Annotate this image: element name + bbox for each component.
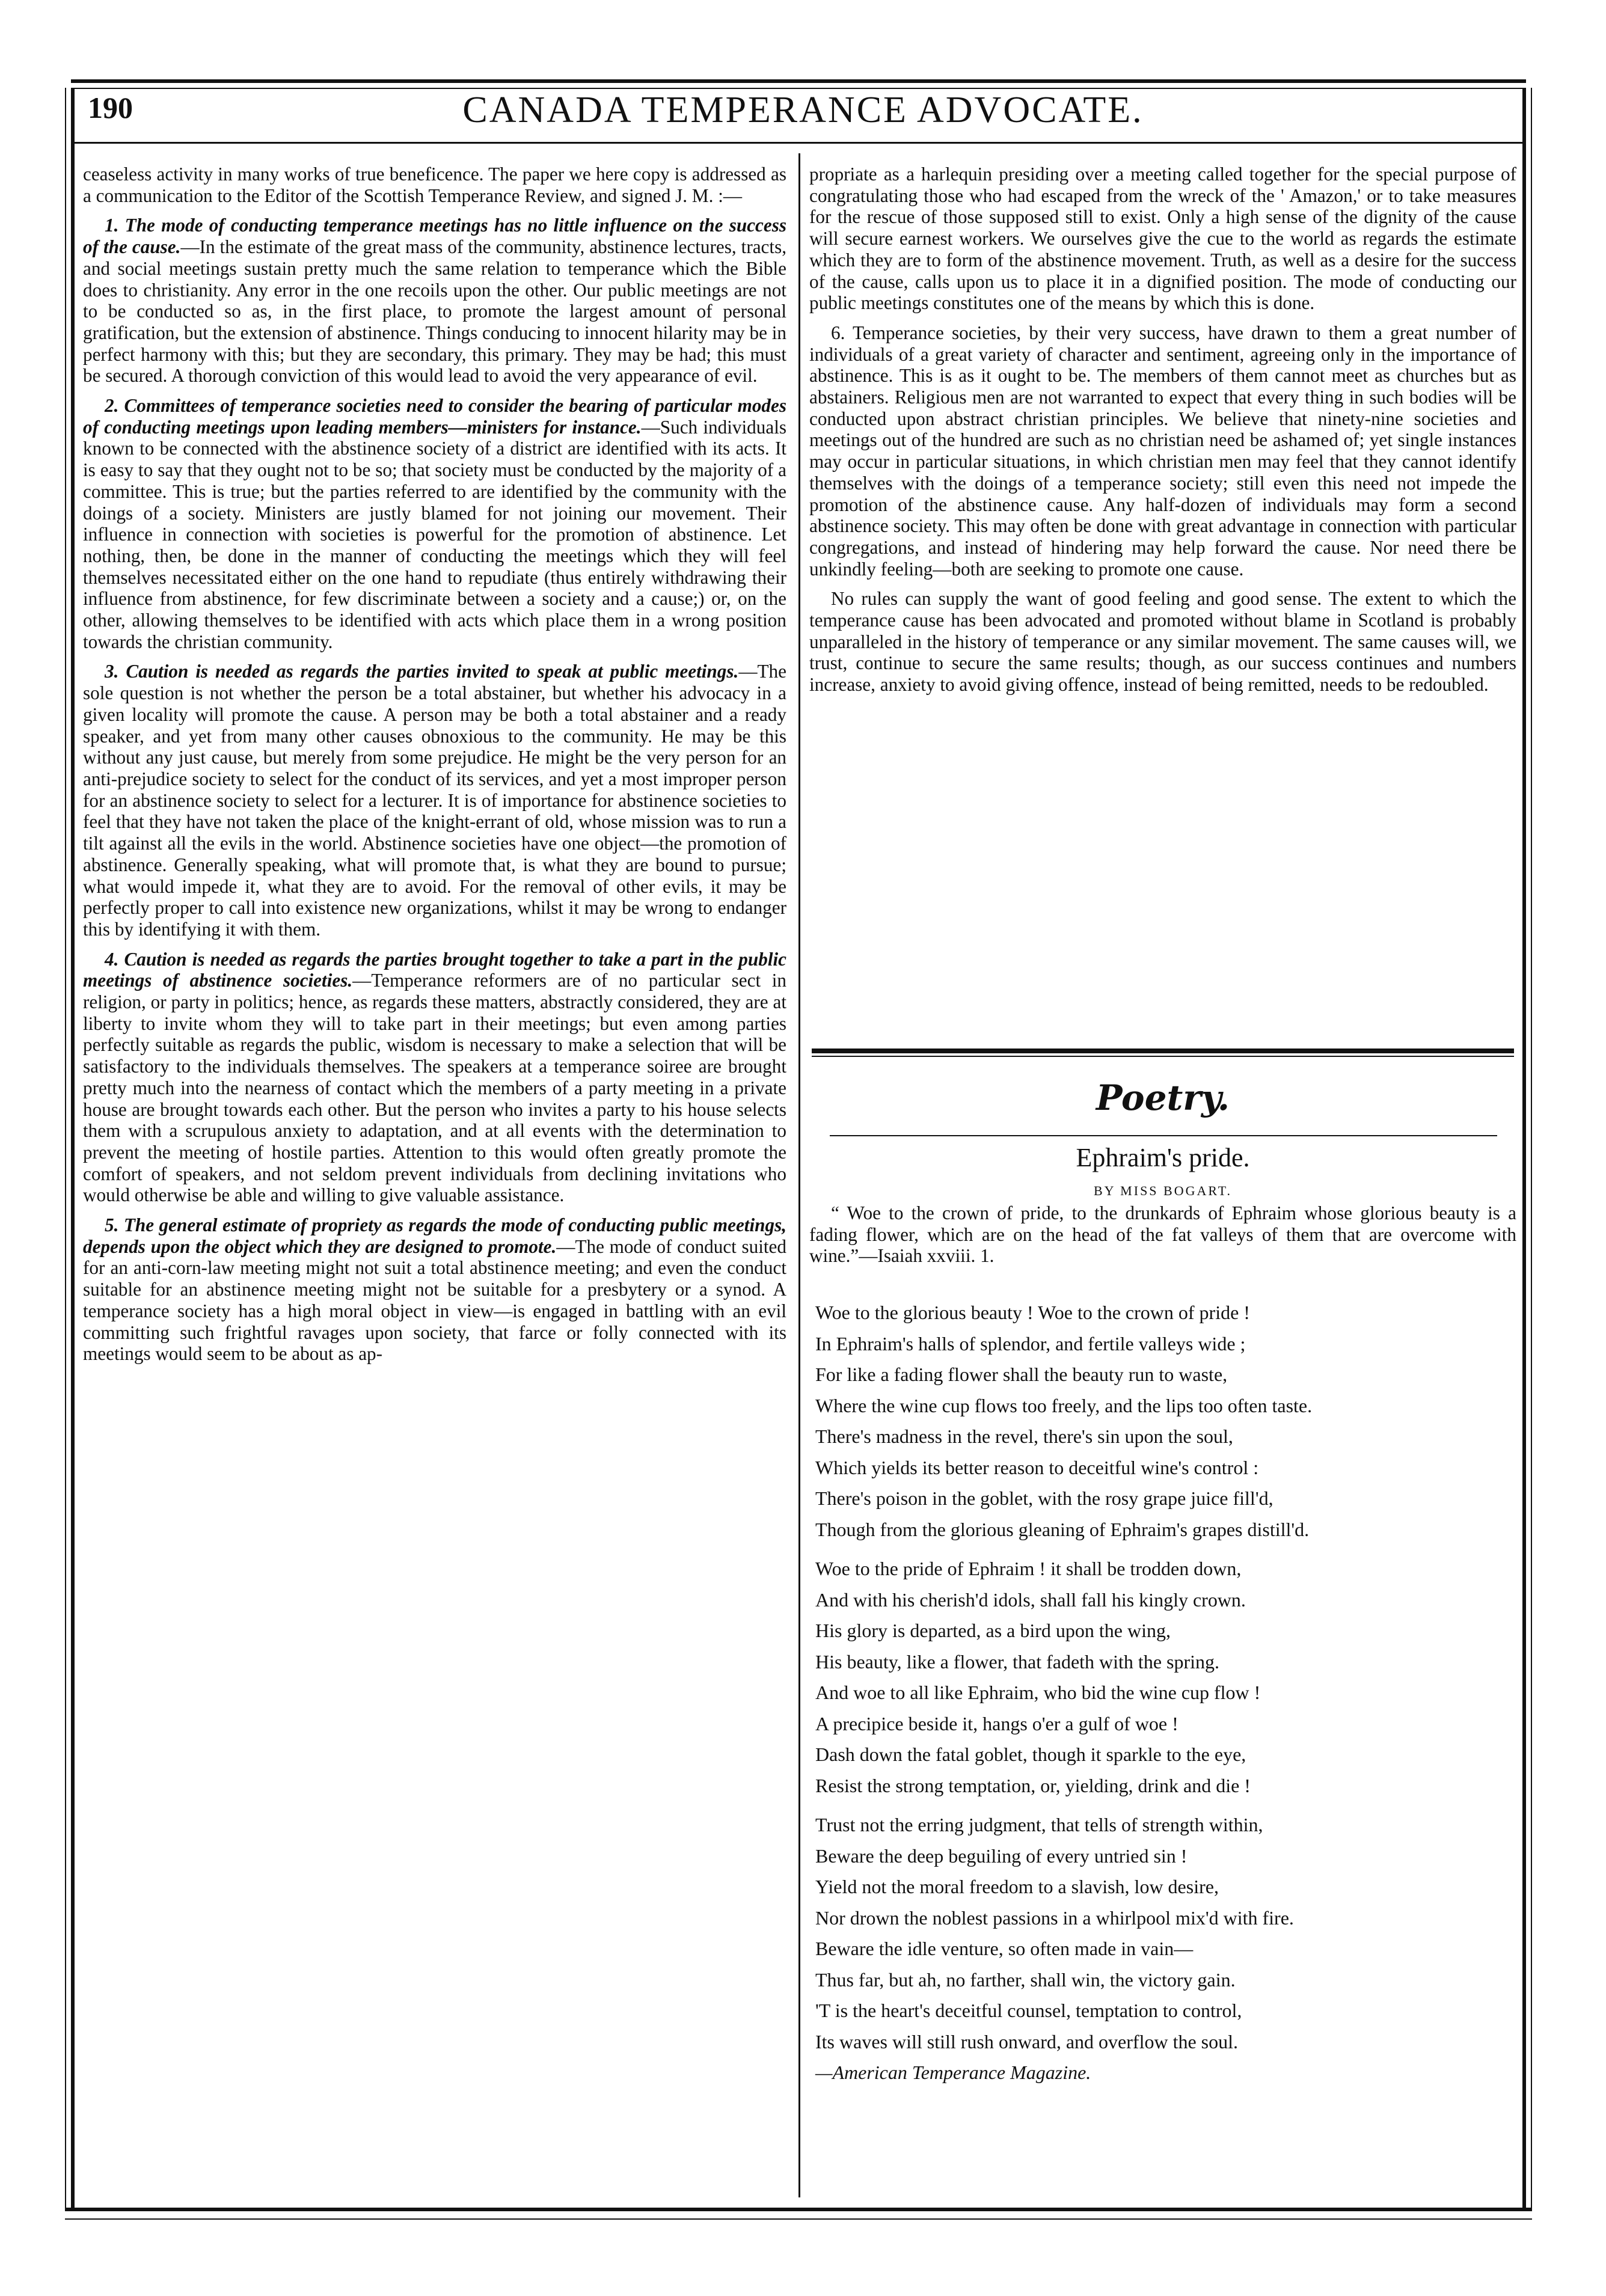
poem-body bbox=[815, 1297, 1513, 2097]
poem-source: —American Temperance Magazine. bbox=[815, 2062, 1091, 2083]
poem-stanza-2 bbox=[815, 1554, 1513, 1801]
poem-line: Yield not the moral freedom to a slavish, low desire, bbox=[815, 1876, 1219, 1897]
poem-line: Its waves will still rush onward, and overflow the soul. bbox=[815, 2030, 1238, 2053]
poem-author: BY MISS BOGART. bbox=[1093, 1183, 1233, 1198]
right-column bbox=[809, 164, 1516, 704]
poetry-section-rule bbox=[812, 1049, 1514, 1053]
left-column bbox=[83, 164, 786, 1373]
paragraph-3-lead: 3. Caution is needed as regards the parties invited to speak at public meetings. bbox=[105, 661, 739, 682]
paragraph-6: 6. Temperance societies, by their very success, have drawn to them a great number of individuals of a great variety of character and sentiment, agreeing only in the importance of abstinence. This is as it ought to be. The members of them cannot meet as churches but as abstainers. Religious men are not warranted to expect that every thing in such bodies will be conducted upon abstract christian principles. We believe that ninety-nine societies and meetings out of the hundred are such as no christian need be ashamed of; yet single instances may occur in particular situations, in which christian men may feel that they cannot identify themselves with the doings of a temperance society; still even this need not impede the promotion of the abstinence cause. Any half-dozen of individuals may form a second abstinence society. This may often be done with great advantage in connection with particular congregations, and instead of hindering may help forward the cause. Nor need there be unkindly feeling—both are seeking to promote one cause. bbox=[809, 322, 1516, 580]
running-title: CANADA TEMPERANCE ADVOCATE. bbox=[462, 90, 1144, 130]
frame-rule-top bbox=[71, 79, 1526, 83]
frame-rule-right bbox=[1522, 88, 1526, 2211]
poem-line: Resist the strong temptation, or, yielding, drink and die ! bbox=[815, 1774, 1251, 1796]
poem-title: Ephraim's pride. bbox=[1076, 1143, 1250, 1172]
poem-line: Woe to the glorious beauty ! Woe to the crown of pride ! bbox=[815, 1302, 1250, 1323]
poem-line: Beware the idle venture, so often made in vain— bbox=[815, 1938, 1194, 1959]
poem-line: Thus far, but ah, no farther, shall win, the victory gain. bbox=[815, 1968, 1236, 1991]
frame-rule-left bbox=[71, 88, 75, 2211]
paragraph-4 bbox=[83, 949, 786, 1206]
paragraph-1 bbox=[83, 215, 786, 387]
poem-line: There's madness in the revel, there's sin upon the soul, bbox=[815, 1425, 1233, 1447]
frame-rule-bottom bbox=[65, 2208, 1532, 2211]
paragraph-7: No rules can supply the want of good feeling and good sense. The extent to which the temperance cause has been advocated and promoted without blame in Scotland is probably unparalleled in the history of temperance or any similar movement. The same causes will, we trust, continue to secure the same results; though, as our success continues and numbers increase, anxiety to avoid giving offence, instead of being remitted, needs to be redoubled. bbox=[809, 588, 1516, 696]
poem-line: His beauty, like a flower, that fadeth with the spring. bbox=[815, 1650, 1220, 1673]
paragraph-2-body: —Such individuals known to be connected with the abstinence society of a district are identified with its acts. It is easy to say that they ought not to be so; that society must be conducted by the majority of a committee. This is true; but the parties referred to are identified by the community with the doings of a society. Ministers are justly blamed for not joining our movement. Their influence in connection with societies is powerful for the promotion of abstinence. Let nothing, then, be done in the manner of conducting the meetings which they will feel themselves necessitated either on the one hand to repudiate (thus entirely withdrawing their influence from abstinence, for few discriminate between a society and a cause;) or, on the other, allowing themselves to be identified with acts which place them in a wrong position towards the christian community. bbox=[83, 416, 787, 652]
poem-line: A precipice beside it, hangs o'er a gulf of woe ! bbox=[815, 1712, 1178, 1734]
poem-line: Which yields its better reason to deceitful wine's control : bbox=[815, 1456, 1259, 1478]
poem-line: Woe to the pride of Ephraim ! it shall be trodden down, bbox=[815, 1558, 1242, 1579]
frame-rule-right-thin bbox=[1531, 88, 1532, 2211]
paragraph-1-body: —In the estimate of the great mass of the community, abstinence lectures, tracts, and social meetings sustain pretty much the same relation to temperance which the Bible does to christianity. Any error in the one recoils upon the other. Our public meetings are not to be conducted so as, in the first place, to promote the largest amount of personal gratification, but the extension of abstinence. Things conducing to innocent hilarity may be in perfect harmony with this; but they are secondary, this primary. They may be had; this must be secured. A thorough conviction of this would lead to avoid the very appearance of evil. bbox=[83, 236, 786, 387]
intro-paragraph: ceaseless activity in many works of true beneficence. The paper we here copy is addressed as a communication to the Editor of the Scottish Temperance Review, and signed J. M. :— bbox=[83, 164, 786, 206]
page-number: 190 bbox=[88, 91, 133, 124]
poem-stanza-1 bbox=[815, 1297, 1513, 1545]
poem-line: 'T is the heart's deceitful counsel, temptation to control, bbox=[815, 2000, 1242, 2021]
paragraph-5-lead: 5. The general estimate of propriety as regards the mode of conducting public meetings, depends upon the object which they are designed to promote. bbox=[83, 1214, 786, 1257]
poem-line: Where the wine cup flows too freely, and the lips too often taste. bbox=[815, 1394, 1313, 1416]
frame-rule-bottom-thin bbox=[65, 2218, 1532, 2220]
poem-line: For like a fading flower shall the beauty run to waste, bbox=[815, 1364, 1228, 1385]
frame-rule-left-thin bbox=[65, 88, 66, 2211]
poem-line: Though from the glorious gleaning of Ephraim's grapes distill'd. bbox=[815, 1518, 1310, 1540]
paragraph-4-lead: 4. Caution is needed as regards the parties brought together to take a part in the public meetings of abstinence societies. bbox=[83, 948, 786, 991]
paragraph-3 bbox=[83, 661, 786, 940]
paragraph-5-continued: propriate as a harlequin presiding over a meeting called together for the special purpose of congratulating those who had escaped from the wreck of the ' Amazon,' or to take measures for the rescue of those supposed still to exist. Only a high sense of the dignity of the cause will secure earnest workers. We ourselves give the cue to the world as regards the estimate which they are to form of the abstinence movement. Truth, as well as a desire for the success of the cause, calls upon us to place it in a dignified position. The mode of conducting our public meetings constitutes one of the means by which this is done. bbox=[809, 164, 1516, 314]
paragraph-1-lead: 1. The mode of conducting temperance meetings has no little influence on the success of the cause. bbox=[83, 215, 786, 258]
poem-line: Dash down the fatal goblet, though it sparkle to the eye, bbox=[815, 1743, 1246, 1765]
poem-line: Trust not the erring judgment, that tells of strength within, bbox=[815, 1814, 1263, 1835]
paragraph-5-body: —The mode of conduct suited for an anti-corn-law meeting might not suit a total abstinence meeting; and even the conduct suitable for an abstinence meeting might not be suitable for a presbytery or a synod. A temperance society has a high moral object in view—is engaged in battling with an evil committing such frightful ravages upon society, that farce or folly connected with its meetings would seem to be about as ap- bbox=[83, 1235, 786, 1365]
header-rule bbox=[75, 142, 1522, 144]
paragraph-2-lead: 2. Committees of temperance societies need to consider the bearing of particular modes of conducting meetings upon leading members—ministers for instance. bbox=[83, 395, 786, 438]
poem-line: Beware the deep beguiling of every untried sin ! bbox=[815, 1844, 1188, 1867]
paragraph-3-body: —The sole question is not whether the person be a total abstainer, but whether his advocacy in a given locality will promote the cause. A person may be both a total abstainer and a ready speaker, and yet from many other causes obnoxious to the community. He may be this without any just cause, but merely from some prejudice. He might be the very person for an anti-prejudice society to select for the conduct of its services, and yet a most improper person for an abstinence society to select for a lecturer. It is of importance for abstinence societies to feel that they have not taken the place of the knight-errant of old, whose mission was to run a tilt against all the evils in the world. Abstinence societies have one object—the promotion of abstinence. Generally speaking, what will promote that, is what they are bound to pursue; what would impede it, what they are to avoid. For the removal of other evils, it may be perfectly proper to call into existence new organizations, whilst it may be wrong to endanger this by identifying it with them. bbox=[83, 661, 786, 940]
paragraph-2 bbox=[83, 395, 786, 652]
poetry-section-rule-thin bbox=[812, 1056, 1514, 1057]
poem-line: And woe to all like Ephraim, who bid the wine cup flow ! bbox=[815, 1682, 1261, 1703]
paragraph-5 bbox=[83, 1214, 786, 1365]
poem-line: In Ephraim's halls of splendor, and fertile valleys wide ; bbox=[815, 1332, 1246, 1355]
poem-line: Nor drown the noblest passions in a whirlpool mix'd with fire. bbox=[815, 1906, 1294, 1929]
poem-stanza-3 bbox=[815, 1810, 1513, 2089]
poem-epigraph: “ Woe to the crown of pride, to the drunkards of Ephraim whose glorious beauty is a fading flower, which are on the head of the fat valleys of them that are overcome with wine.”—Isaiah xxviii. 1. bbox=[809, 1202, 1516, 1267]
poem-line: There's poison in the goblet, with the rosy grape juice fill'd, bbox=[815, 1487, 1273, 1509]
poem-line: His glory is departed, as a bird upon the wing, bbox=[815, 1620, 1171, 1641]
column-divider bbox=[798, 153, 800, 2197]
poem-line: And with his cherish'd idols, shall fall his kingly crown. bbox=[815, 1588, 1246, 1611]
poetry-heading-rule bbox=[830, 1135, 1497, 1136]
paragraph-4-body: —Temperance reformers are of no particular sect in religion, or party in politics; hence, as regards these matters, abstractly considered, they are at liberty to invite whom they will to take part in their meetings; but even among parties perfectly suitable as regards the public, wisdom is necessary to make a selection that will be satisfactory to the individuals themselves. The speakers at a temperance soiree are brought pretty much into the nearness of contact which the members of a party meeting in a private house are brought towards each other. But the person who invites a party to his house selects them with a scrupulous anxiety to adaptation, and at all events with the determination to prevent the meeting of hostile parties. Attention to this would often greatly promote the comfort of speakers, and not seldom prevent individuals from declining invitations who would otherwise be able and willing to give valuable assistance. bbox=[83, 970, 786, 1206]
poetry-heading: Poetry. bbox=[1096, 1077, 1230, 1118]
